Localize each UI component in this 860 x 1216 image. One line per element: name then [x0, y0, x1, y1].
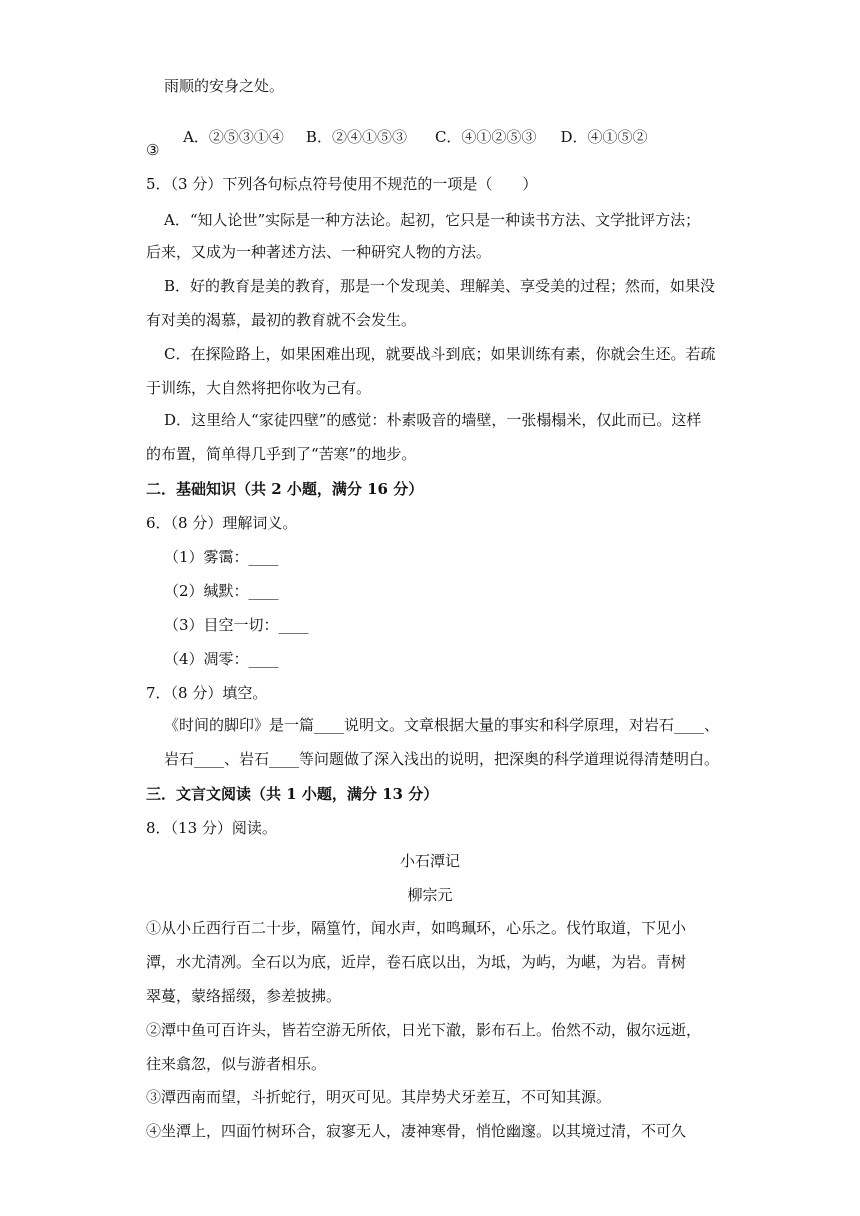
q6-item-3: （3）目空一切：____	[164, 616, 309, 634]
q8-stem: 8．（13 分）阅读。	[146, 819, 277, 837]
passage-title: 小石潭记	[399, 852, 460, 870]
q5-option-c-line2: 于训练，大自然将把你收为己有。	[146, 379, 372, 397]
passage-p4-line1: ④坐潭上，四面竹树环合，寂寥无人，凄神寒骨，悄怆幽邃。以其境过清，不可久	[146, 1122, 687, 1140]
q4-options	[164, 107, 647, 167]
q5-option-d-line2: 的布置，简单得几乎到了“苦寒”的地步。	[146, 445, 417, 463]
q4-option-d: D．④①⑤②	[560, 128, 648, 146]
q5-option-d-line1: D．这里给人“家徒四壁”的感觉：朴素吸音的墙壁，一张榻榻米，仅此而已。这样	[164, 411, 702, 429]
section-2-heading: 二．基础知识（共 2 小题，满分 16 分）	[146, 480, 424, 498]
q7-line-1: 《时间的脚印》是一篇____说明文。文章根据大量的事实和科学原理，对岩石____、	[164, 716, 720, 734]
q5-option-c-line1: C．在探险路上，如果困难出现，就要战斗到底；如果训练有素，你就会生还。若疏	[164, 345, 716, 363]
q4-option-c: C．④①②⑤③	[434, 128, 537, 146]
q7-stem: 7．（8 分）填空。	[146, 684, 268, 702]
q6-item-4: （4）凋零：____	[164, 650, 279, 668]
q6-item-1: （1）雾霭：____	[164, 548, 279, 566]
q4-continuation: 雨顺的安身之处。	[164, 77, 285, 95]
q5-option-b-line1: B．好的教育是美的教育，那是一个发现美、理解美、享受美的过程；然而，如果没	[164, 277, 716, 295]
q7-line-2: 岩石____、岩石____等问题做了深入浅出的说明，把深奥的科学道理说得清楚明白。	[164, 750, 720, 768]
q4-option-a: A．②⑤③①④	[183, 128, 284, 146]
passage-p2-line2: 往来翕忽，似与游者相乐。	[146, 1055, 327, 1073]
q5-option-b-line2: 有对美的渴慕，最初的教育就不会发生。	[146, 311, 417, 329]
q5-option-a-line1: A．“知人论世”实际是一种方法论。起初，它只是一种读书方法、文学批评方法；	[164, 211, 701, 229]
passage-p2-line1: ②潭中鱼可百许头，皆若空游无所依，日光下澈，影布石上。佁然不动，俶尔远逝，	[146, 1021, 702, 1039]
passage-p1-line3: 翠蔓，蒙络摇缀，参差披拂。	[146, 987, 342, 1005]
passage-p1-line2: 潭，水尤清冽。全石以为底，近岸，卷石底以出，为坻，为屿，为嵁，为岩。青树	[146, 953, 687, 971]
passage-p3-line1: ③潭西南而望，斗折蛇行，明灭可见。其岸势犬牙差互，不可知其源。	[146, 1088, 612, 1106]
q5-option-a-line2: 后来，又成为一种著述方法、一种研究人物的方法。	[146, 243, 492, 261]
passage-p1-line1: ①从小丘西行百二十步，隔篁竹，闻水声，如鸣珮环，心乐之。伐竹取道，下见小	[146, 919, 687, 937]
q5-stem: 5．（3 分）下列各句标点符号使用不规范的一项是（ ）	[146, 175, 538, 193]
passage-author: 柳宗元	[407, 886, 453, 904]
q6-stem: 6．（8 分）理解词义。	[146, 514, 298, 532]
q4-option-b: B．②④①⑤③	[305, 128, 407, 146]
q4-option-d-wrap: ③	[146, 141, 160, 159]
section-3-heading: 三．文言文阅读（共 1 小题，满分 13 分）	[146, 785, 439, 803]
q6-item-2: （2）缄默：____	[164, 582, 279, 600]
